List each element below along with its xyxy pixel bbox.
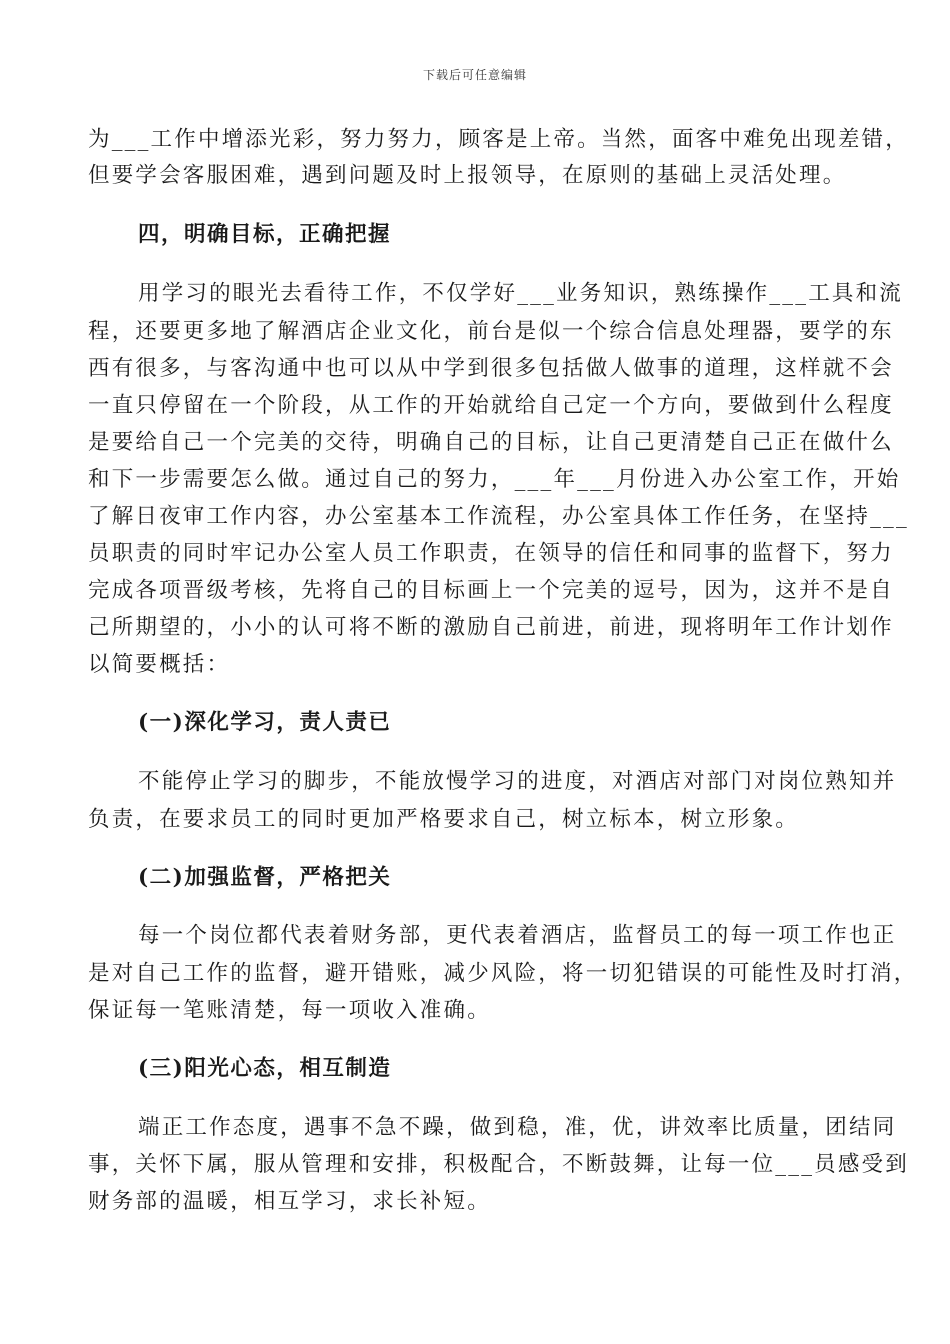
paragraph-line: 己所期望的，小小的认可将不断的激励自己前进，前进，现将明年工作计划作 <box>88 615 894 640</box>
paragraph-line: 但要学会客服困难，遇到问题及时上报领导，在原则的基础上灵活处理。 <box>88 163 847 188</box>
paragraph-line: 财务部的温暖，相互学习，求长补短。 <box>88 1189 491 1214</box>
paragraph-line: 一直只停留在一个阶段，从工作的开始就给自己定一个方向，要做到什么程度 <box>88 393 894 418</box>
paragraph-line: 程，还要更多地了解酒店企业文化，前台是似一个综合信息处理器，要学的东 <box>88 319 894 344</box>
paragraph-line: 端正工作态度，遇事不急不躁，做到稳，准，优，讲效率比质量，团结同 <box>138 1115 897 1140</box>
subsection-heading: (二)加强监督，严格把关 <box>138 865 392 890</box>
paragraph-line: 了解日夜审工作内容，办公室基本工作流程，办公室具体工作任务，在坚持___ <box>88 504 909 529</box>
paragraph-line: 员职责的同时牢记办公室人员工作职责，在领导的信任和同事的监督下，努力 <box>88 541 894 566</box>
paragraph-line: 是要给自己一个完美的交待，明确自己的目标，让自己更清楚自己正在做什么 <box>88 430 894 455</box>
paragraph-line: 是对自己工作的监督，避开错账，减少风险，将一切犯错误的可能性及时打消， <box>88 961 918 986</box>
section-heading: 四，明确目标，正确把握 <box>138 222 392 247</box>
subsection-heading: (三)阳光心态，相互制造 <box>138 1056 392 1081</box>
page-header: 下载后可任意编辑 <box>422 68 527 82</box>
paragraph-line: 事，关怀下属，服从管理和安排，积极配合，不断鼓舞，让每一位___员感受到 <box>88 1152 909 1177</box>
paragraph-line: 负责，在要求员工的同时更加严格要求自己，树立标本，树立形象。 <box>88 807 800 832</box>
paragraph-line: 不能停止学习的脚步，不能放慢学习的进度，对酒店对部门对岗位熟知并 <box>138 769 897 794</box>
paragraph-line: 和下一步需要怎么做。通过自己的努力，___年___月份进入办公室工作，开始 <box>88 467 901 492</box>
paragraph-line: 为___工作中增添光彩，努力努力，顾客是上帝。当然，面客中难免出现差错， <box>88 127 909 152</box>
paragraph-line: 保证每一笔账清楚，每一项收入准确。 <box>88 998 491 1023</box>
paragraph-line: 每一个岗位都代表着财务部，更代表着酒店，监督员工的每一项工作也正 <box>138 923 897 948</box>
paragraph-line: 完成各项晋级考核，先将自己的目标画上一个完美的逗号，因为，这并不是自 <box>88 578 894 603</box>
paragraph-line: 西有很多，与客沟通中也可以从中学到很多包括做人做事的道理，这样就不会 <box>88 356 894 381</box>
paragraph-line: 以简要概括： <box>88 652 231 677</box>
paragraph-line: 用学习的眼光去看待工作，不仅学好___业务知识，熟练操作___工具和流 <box>138 281 904 306</box>
subsection-heading: (一)深化学习，责人责已 <box>138 710 392 735</box>
